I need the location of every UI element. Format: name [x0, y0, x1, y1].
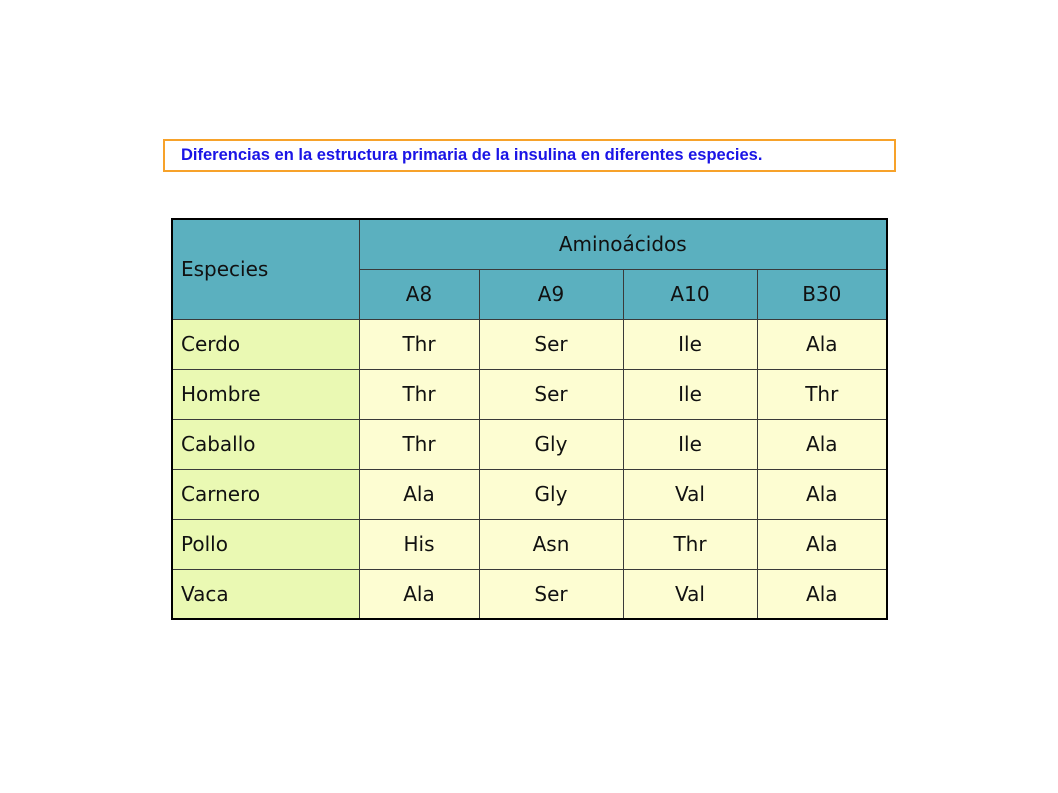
- table-row: [172, 419, 887, 469]
- amino-cell: Ser: [479, 319, 623, 369]
- amino-cell: Ala: [757, 419, 887, 469]
- amino-acids-group-header: Aminoácidos: [359, 219, 887, 269]
- table-row: [172, 319, 887, 369]
- table-row: [172, 519, 887, 569]
- table-row: [172, 369, 887, 419]
- amino-cell: Gly: [479, 469, 623, 519]
- species-cell: Cerdo: [172, 319, 359, 369]
- column-header-a10: A10: [623, 269, 757, 319]
- table-row: [172, 469, 887, 519]
- amino-cell: Ala: [757, 469, 887, 519]
- amino-cell: Asn: [479, 519, 623, 569]
- amino-cell: Ile: [623, 419, 757, 469]
- page-title: Diferencias en la estructura primaria de la insulina en diferentes especies.: [181, 146, 763, 164]
- amino-cell: Gly: [479, 419, 623, 469]
- species-cell: Pollo: [172, 519, 359, 569]
- amino-cell: Ile: [623, 319, 757, 369]
- amino-cell: Val: [623, 469, 757, 519]
- column-header-b30: B30: [757, 269, 887, 319]
- amino-cell: Ile: [623, 369, 757, 419]
- amino-cell: Ser: [479, 569, 623, 619]
- amino-cell: Thr: [623, 519, 757, 569]
- amino-cell: Ala: [359, 569, 479, 619]
- column-header-a9: A9: [479, 269, 623, 319]
- amino-cell: Thr: [359, 419, 479, 469]
- column-header-a8: A8: [359, 269, 479, 319]
- title-box: [163, 139, 896, 172]
- amino-cell: Thr: [359, 369, 479, 419]
- species-cell: Carnero: [172, 469, 359, 519]
- amino-cell: His: [359, 519, 479, 569]
- header-row-top: [172, 219, 887, 269]
- amino-cell: Val: [623, 569, 757, 619]
- amino-cell: Ala: [757, 319, 887, 369]
- table-row: [172, 569, 887, 619]
- amino-cell: Ala: [757, 569, 887, 619]
- species-cell: Caballo: [172, 419, 359, 469]
- amino-cell: Ser: [479, 369, 623, 419]
- species-cell: Hombre: [172, 369, 359, 419]
- species-column-header: Especies: [172, 219, 359, 319]
- amino-cell: Ala: [359, 469, 479, 519]
- amino-acid-table: [171, 218, 888, 620]
- species-cell: Vaca: [172, 569, 359, 619]
- amino-cell: Ala: [757, 519, 887, 569]
- amino-cell: Thr: [359, 319, 479, 369]
- amino-cell: Thr: [757, 369, 887, 419]
